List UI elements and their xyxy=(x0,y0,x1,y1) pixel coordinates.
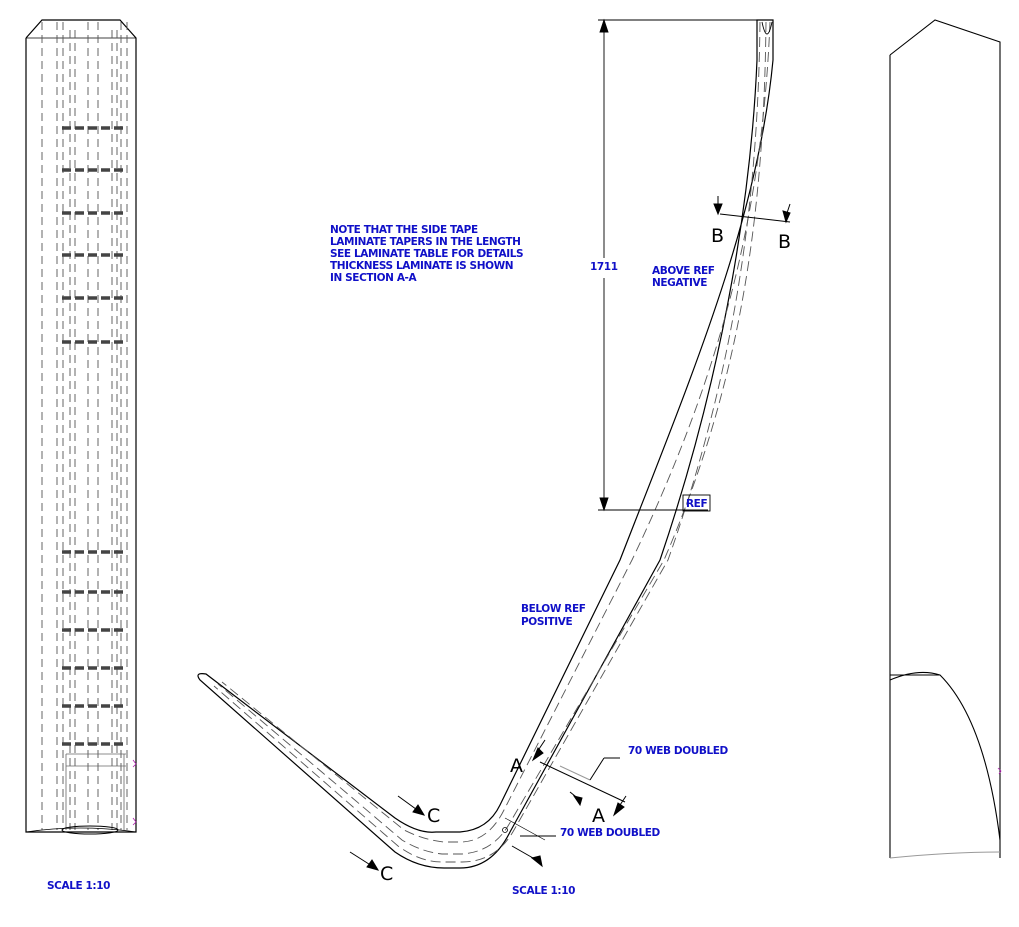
section-a-cut xyxy=(533,740,626,815)
note-line-3: SEE LAMINATE TABLE FOR DETAILS xyxy=(330,248,524,260)
note-line-4: THICKNESS LAMINATE IS SHOWN xyxy=(330,260,514,272)
dimension-1711-value: 1711 xyxy=(590,261,618,273)
section-c-cut xyxy=(350,796,424,870)
web-doubled-upper: 70 WEB DOUBLED xyxy=(628,745,728,757)
ref-label: REF xyxy=(686,498,708,510)
note-line-1: NOTE THAT THE SIDE TAPE xyxy=(330,224,478,236)
side-tape-note xyxy=(330,224,523,284)
scale-label-center: SCALE 1:10 xyxy=(512,885,576,897)
section-c-lower: C xyxy=(380,863,394,885)
section-a-left: A xyxy=(510,755,523,777)
web-doubled-lower: 70 WEB DOUBLED xyxy=(560,827,660,839)
above-ref-line-2: NEGATIVE xyxy=(652,277,708,289)
bent-profile xyxy=(198,20,773,868)
scale-label-left: SCALE 1:10 xyxy=(47,880,111,892)
section-b-right: B xyxy=(778,231,792,253)
below-ref-line-1: BELOW REF xyxy=(521,603,586,615)
note-line-5: IN SECTION A-A xyxy=(330,272,417,284)
note-line-2: LAMINATE TAPERS IN THE LENGTH xyxy=(330,236,521,248)
section-b-left: B xyxy=(711,225,725,247)
left-straight-view xyxy=(26,20,136,834)
section-b-cut xyxy=(714,196,790,222)
above-ref-line-1: ABOVE REF xyxy=(652,265,715,277)
right-side-view xyxy=(890,20,1001,858)
web-doubled-lower-leader xyxy=(512,836,556,866)
below-ref-line-2: POSITIVE xyxy=(521,616,573,628)
section-a-right: A xyxy=(592,805,605,827)
section-c-upper: C xyxy=(427,805,441,827)
